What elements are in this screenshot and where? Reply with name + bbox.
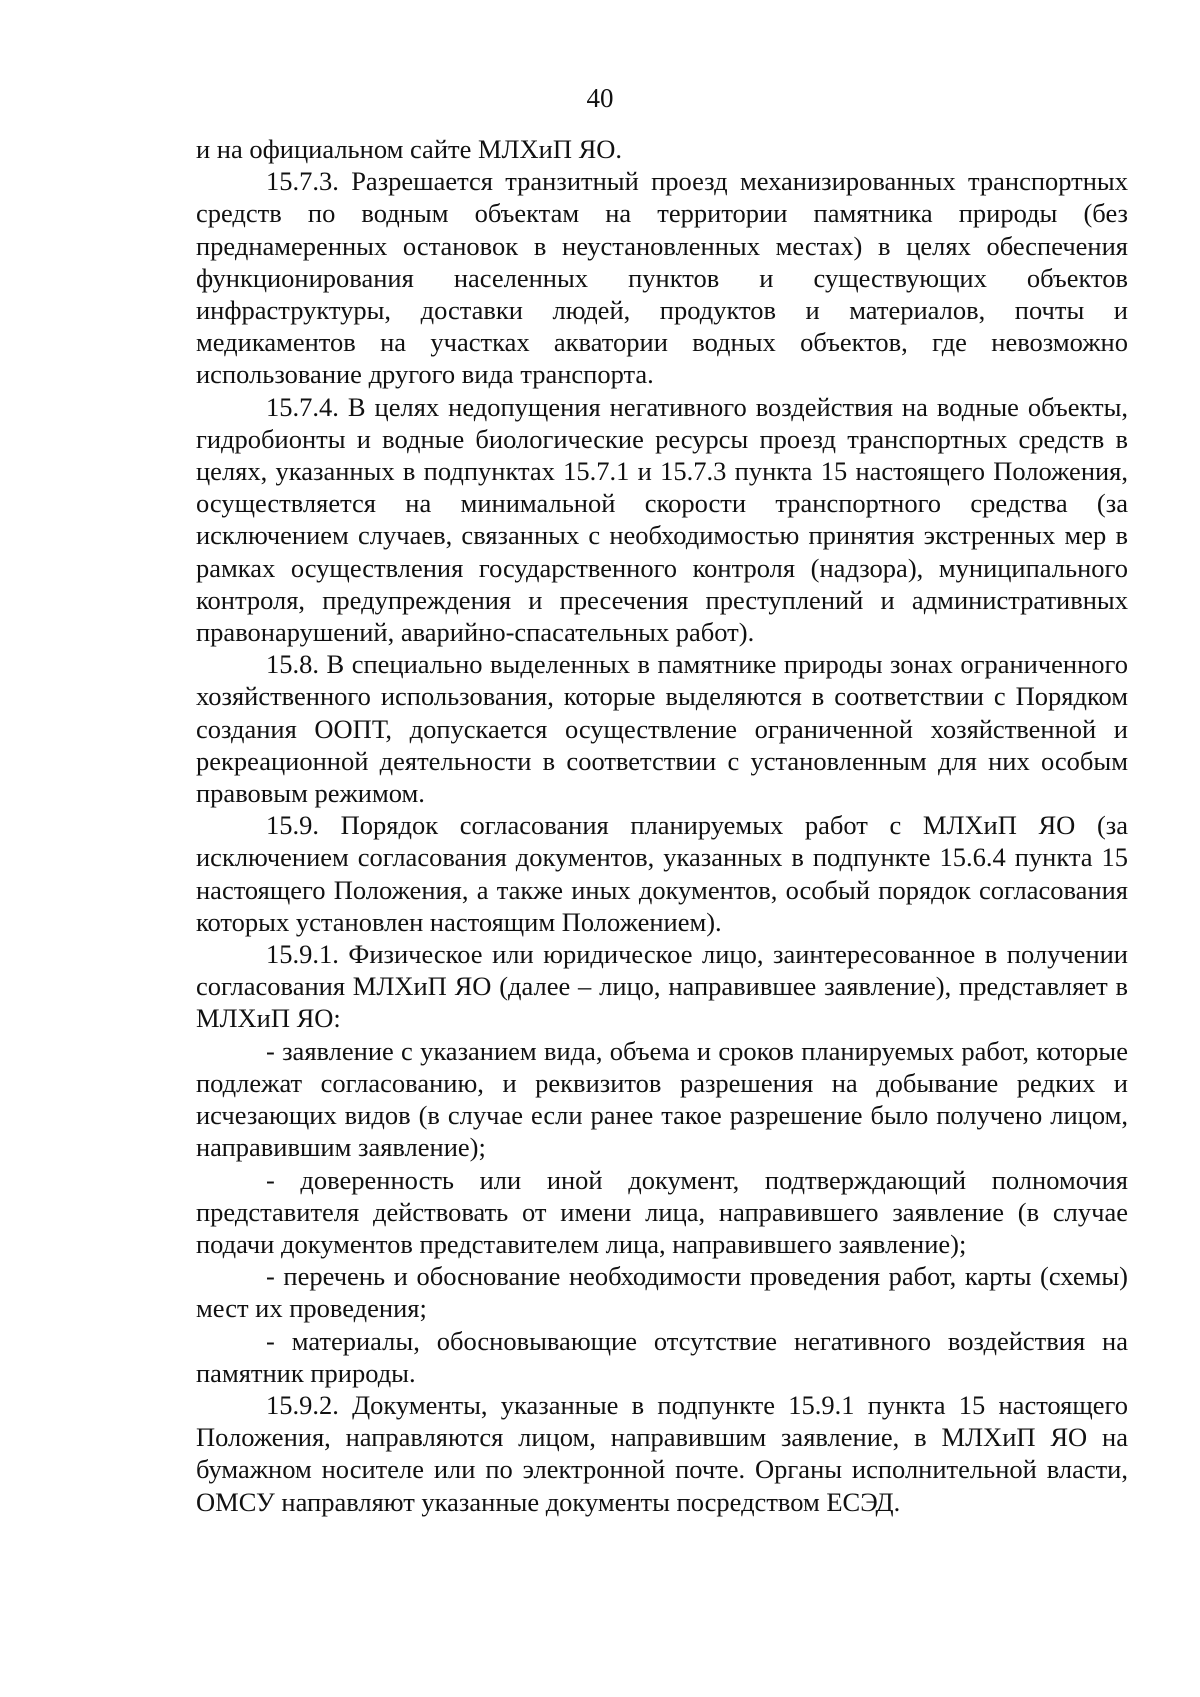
- list-item-application: - заявление с указанием вида, объема и сроков планируемых работ, которые подлежат согласованию, и реквизитов разрешения на добывание редких и исчезающих видов (в случае если ранее такое разрешение было получено лицом, направившим заявление);: [196, 1035, 1128, 1163]
- paragraph-15-9: 15.9. Порядок согласования планируемых работ с МЛХиП ЯО (за исключением согласования документов, указанных в подпункте 15.6.4 пункта 15 настоящего Положения, а также иных документов, особый порядок согласования которых установлен настоящим Положением).: [196, 810, 1128, 937]
- paragraph-15-9-1: 15.9.1. Физическое или юридическое лицо, заинтересованное в получении согласования МЛХиП ЯО (далее – лицо, направившее заявление), представляет в МЛХиП ЯО:: [196, 939, 1128, 1034]
- paragraph-15-9-2: 15.9.2. Документы, указанные в подпункте 15.9.1 пункта 15 настоящего Положения, направляются лицом, направившим заявление, в МЛХиП ЯО на бумажном носителе или по электронной почте. Органы исполнительной власти, ОМСУ направляют указанные документы посредством ЕСЭД.: [196, 1389, 1128, 1517]
- list-item-materials: - материалы, обосновывающие отсутствие негативного воздействия на памятник природы.: [196, 1325, 1128, 1388]
- document-body: [196, 133, 1128, 1518]
- list-item-justification: - перечень и обоснование необходимости проведения работ, карты (схемы) мест их проведения;: [196, 1261, 1128, 1324]
- paragraph-15-8: 15.8. В специально выделенных в памятнике природы зонах ограниченного хозяйственного использования, которые выделяются в соответствии с Порядком создания ООПТ, допускается осуществление ограниченной хозяйственной и рекреационной деятельности в соответствии с установленным для них особым правовым режимом.: [196, 649, 1128, 809]
- page-number: 40: [586, 83, 614, 113]
- paragraph-continuation: и на официальном сайте МЛХиП ЯО.: [196, 134, 623, 164]
- paragraph-15-7-3: 15.7.3. Разрешается транзитный проезд механизированных транспортных средств по водным объектам на территории памятника природы (без преднамеренных остановок в неустановленных местах) в целях обеспечения функционирования населенных пунктов и существующих объектов инфраструктуры, доставки людей, продуктов и материалов, почты и медикаментов на участках акватории водных объектов, где невозможно использование другого вида транспорта.: [196, 166, 1128, 390]
- list-item-power-of-attorney: - доверенность или иной документ, подтверждающий полномочия представителя действовать от имени лица, направившего заявление (в случае подачи документов представителем лица, направившего заявление);: [196, 1164, 1128, 1259]
- paragraph-15-7-4: 15.7.4. В целях недопущения негативного воздействия на водные объекты, гидробионты и водные биологические ресурсы проезд транспортных средств в целях, указанных в подпунктах 15.7.1 и 15.7.3 пункта 15 настоящего Положения, осуществляется на минимальной скорости транспортного средства (за исключением случаев, связанных с необходимостью принятия экстренных мер в рамках осуществления государственного контроля (надзора), муниципального контроля, предупреждения и пресечения преступлений и административных правонарушений, аварийно-спасательных работ).: [196, 391, 1128, 648]
